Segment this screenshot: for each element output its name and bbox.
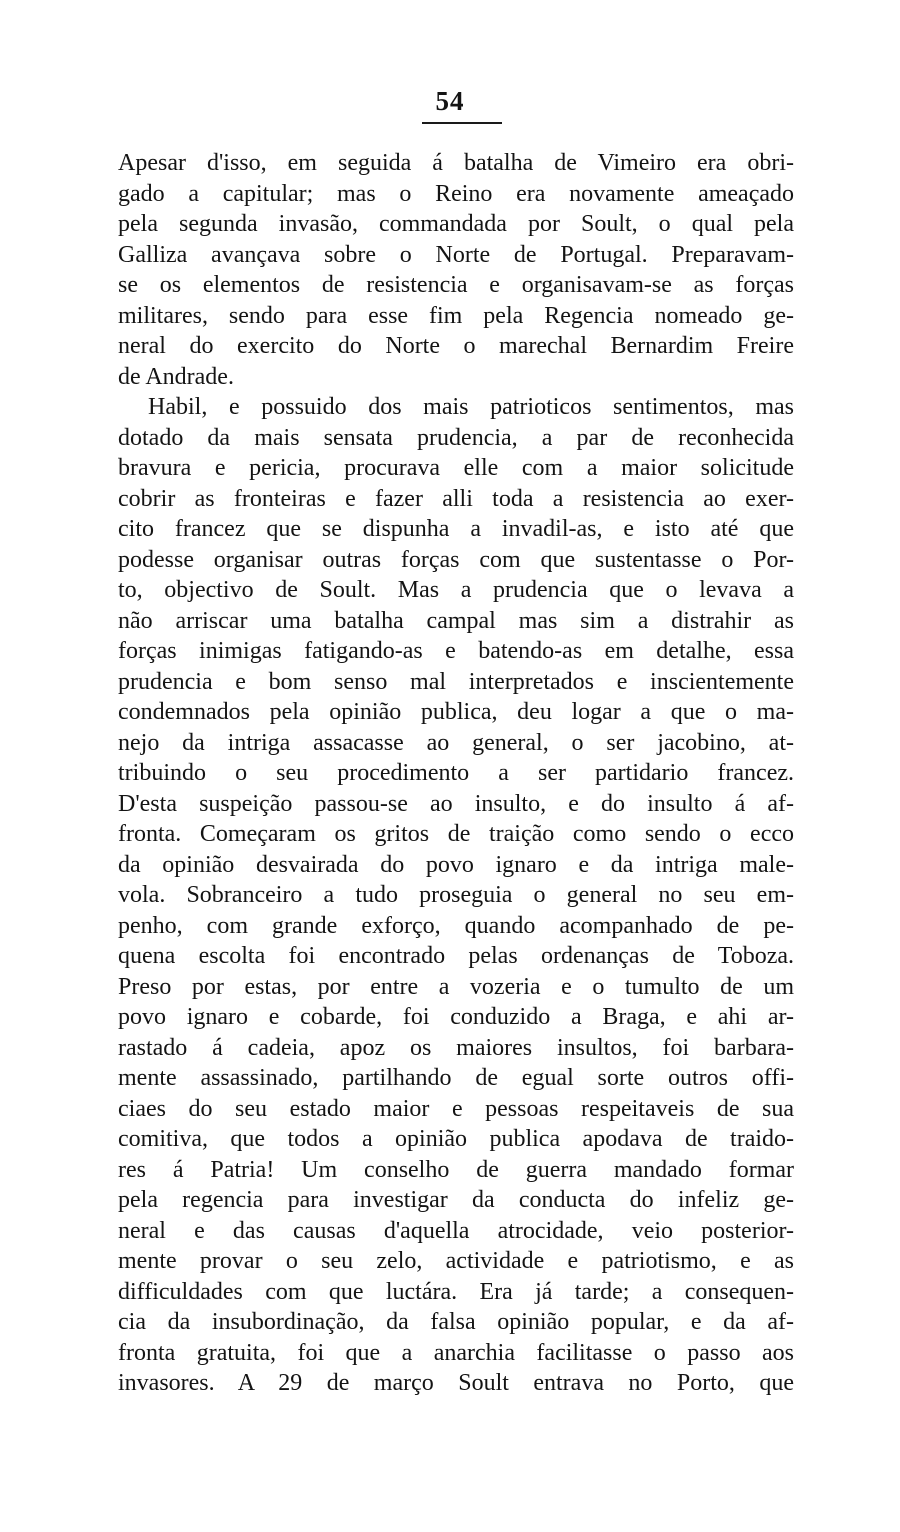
text-line: rastado á cadeia, apoz os maiores insultos, foi barbara- [118, 1034, 794, 1061]
text-line: cito francez que se dispunha a invadil-as, e isto até que [118, 516, 794, 542]
text-line: cobrir as fronteiras e fazer alli toda a resistencia ao exer- [118, 485, 794, 512]
text-line: mente provar o seu zelo, actividade e patriotismo, e as [118, 1248, 794, 1274]
text-line: condemnados pela opinião publica, deu logar a que o ma- [118, 699, 794, 725]
text-line: D'esta suspeição passou-se ao insulto, e do insulto á af- [118, 790, 794, 817]
text-line: nejo da intriga assacasse ao general, o ser jacobino, at- [118, 729, 794, 756]
text-line: bravura e pericia, procurava elle com a maior solicitude [118, 455, 794, 481]
text-line: neral e das causas d'aquella atrocidade, veio posterior- [118, 1217, 794, 1244]
text-line: neral do exercito do Norte o marechal Bernardim Freire [118, 333, 794, 359]
text-line: fronta. Começaram os gritos de traição como sendo o ecco [118, 821, 794, 847]
text-line: militares, sendo para esse fim pela Regencia nomeado ge- [118, 302, 794, 329]
text-line: se os elementos de resistencia e organisavam-se as forças [118, 272, 794, 298]
text-line: Apesar d'isso, em seguida á batalha de Vimeiro era obri- [118, 150, 794, 176]
body-text [118, 148, 794, 1399]
page-number: 54 [435, 86, 465, 116]
text-line: pela regencia para investigar da conducta do infeliz ge- [118, 1187, 794, 1213]
text-line: vola. Sobranceiro a tudo proseguia o general no seu em- [118, 882, 794, 908]
text-line: res á Patria! Um conselho de guerra mandado formar [118, 1156, 794, 1183]
text-line: to, objectivo de Soult. Mas a prudencia que o levava a [118, 577, 794, 603]
text-line: penho, com grande exforço, quando acompanhado de pe- [118, 912, 794, 939]
text-line: dotado da mais sensata prudencia, a par de reconhecida [118, 424, 794, 451]
text-line: Preso por estas, por entre a vozeria e o tumulto de um [118, 973, 794, 1000]
text-line: difficuldades com que luctára. Era já tarde; a consequen- [118, 1278, 794, 1305]
page-number-rule [422, 122, 502, 124]
text-line: quena escolta foi encontrado pelas ordenanças de Toboza. [118, 943, 794, 969]
text-line: da opinião desvairada do povo ignaro e da intriga male- [118, 851, 794, 878]
text-line: Habil, e possuido dos mais patrioticos sentimentos, mas [148, 394, 794, 420]
text-line: ciaes do seu estado maior e pessoas respeitaveis de sua [118, 1095, 794, 1122]
text-line: cia da insubordinação, da falsa opinião popular, e da af- [118, 1309, 794, 1335]
text-line: tribuindo o seu procedimento a ser partidario francez. [118, 760, 794, 786]
text-line: invasores. A 29 de março Soult entrava no Porto, que [118, 1370, 794, 1396]
text-line: povo ignaro e cobarde, foi conduzido a Braga, e ahi ar- [118, 1004, 794, 1030]
text-line: Galliza avançava sobre o Norte de Portugal. Preparavam- [118, 241, 794, 268]
text-line: fronta gratuita, foi que a anarchia facilitasse o passo aos [118, 1339, 794, 1366]
text-line: de Andrade. [118, 363, 234, 390]
text-line: comitiva, que todos a opinião publica apodava de traido- [118, 1126, 794, 1152]
text-line: prudencia e bom senso mal interpretados e inscientemente [118, 668, 794, 695]
text-line: podesse organisar outras forças com que sustentasse o Por- [118, 546, 794, 573]
text-line: pela segunda invasão, commandada por Soult, o qual pela [118, 211, 794, 237]
text-line: forças inimigas fatigando-as e batendo-as em detalhe, essa [118, 638, 794, 664]
text-line: mente assassinado, partilhando de egual sorte outros offi- [118, 1065, 794, 1091]
text-line: não arriscar uma batalha campal mas sim a distrahir as [118, 607, 794, 634]
text-line: gado a capitular; mas o Reino era novamente ameaçado [118, 180, 794, 207]
